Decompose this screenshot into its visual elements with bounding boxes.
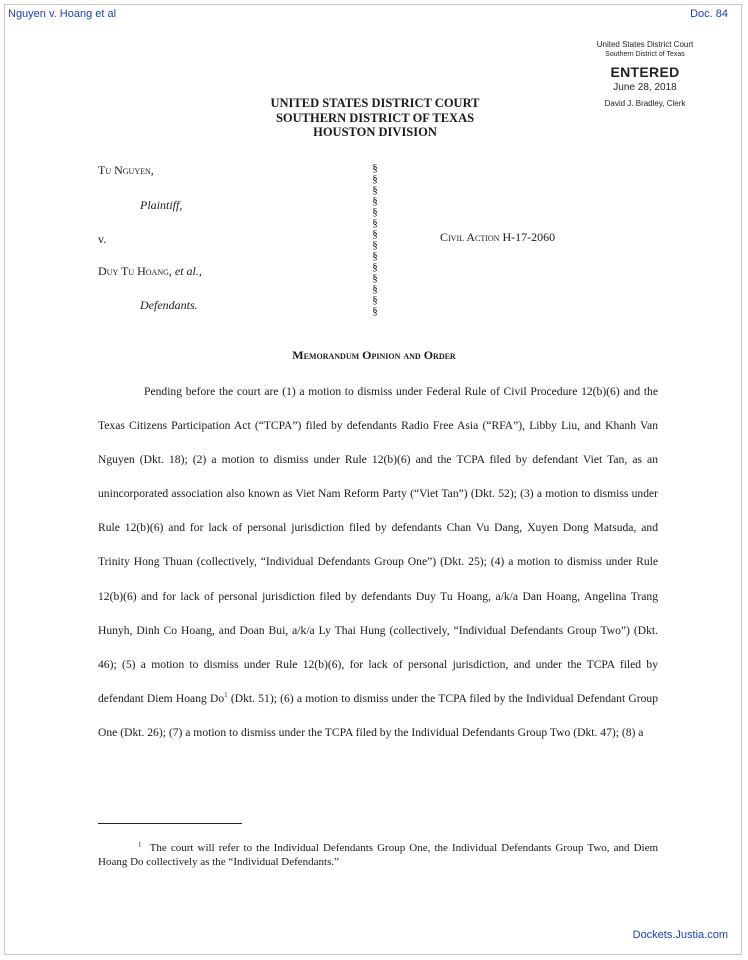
defendant-role: Defendants.	[140, 298, 198, 312]
section-mark: §	[372, 206, 378, 218]
section-mark: §	[372, 184, 378, 196]
footnote-text: The court will refer to the Individual Defendants Group One, the Individual Defendants Group Two, and Diem Hoang Do collectively as the “Individual Defendants.”	[98, 842, 659, 868]
justia-link[interactable]: Dockets.Justia.com	[632, 929, 728, 941]
opinion-body	[98, 375, 658, 750]
court-district: SOUTHERN DISTRICT OF TEXAS	[275, 110, 475, 125]
section-mark: §	[372, 294, 378, 306]
stamp-status: ENTERED	[610, 64, 680, 80]
stamp-clerk: David J. Bradley, Clerk	[604, 99, 686, 108]
body-paragraph	[98, 375, 658, 750]
entered-stamp	[570, 40, 720, 108]
footnote	[98, 841, 658, 869]
document-title: Memorandum Opinion and Order	[292, 348, 456, 362]
section-mark: §	[372, 239, 378, 251]
court-header	[200, 96, 550, 140]
stamp-district: Southern District of Texas	[605, 51, 685, 58]
paragraph-main: Pending before the court are (1) a motion to dismiss under Federal Rule of Civil Procedure 12(b)(6) and the Texas Citizens Participation Act (“TCPA”) filed by defendants Radio Free Asia (“RFA”), Libby Liu, and Khanh Van Nguyen (Dkt. 18); (2) a motion to dismiss under Rule 12(b)(6) and the TCPA filed by defendant Viet Tan, as an unincorporated association also known as Viet Nam Reform Party (“Viet Tan”) (Dkt. 52); (3) a motion to dismiss under Rule 12(b)(6) and for lack of personal jurisdiction filed by defendants Chan Vu Dang, Xuyen Dong Matsuda, and Trinity Hong Thuan (collectively, “Individual Defendants Group One”) (Dkt. 25); (4) a motion to dismiss under Rule 12(b)(6) and for lack of personal jurisdiction filed by defendants Duy Tu Hoang, a/k/a Dan Hoang, Angelina Trang Hunyh, Dinh Co Hoang, and Doan Bui, a/k/a Ly Thai Hung (collectively, “Individual Defendants Group Two”) (Dkt. 46); (5) a motion to dismiss under Rule 12(b)(6), for lack of personal jurisdiction, and under the TCPA filed by defendant Diem Hoang Do	[98, 385, 658, 705]
doc-number-link[interactable]: Doc. 84	[690, 8, 728, 20]
section-column	[370, 163, 380, 317]
footnote-divider	[98, 823, 242, 824]
court-name: UNITED STATES DISTRICT COURT	[270, 96, 480, 110]
stamp-court: United States District Court	[596, 40, 694, 49]
plaintiff-name: Tu Nguyen,	[98, 163, 154, 177]
section-mark: §	[372, 261, 378, 273]
court-division: HOUSTON DIVISION	[313, 125, 437, 139]
section-mark: §	[372, 217, 378, 229]
case-title-link[interactable]: Nguyen v. Hoang et al	[8, 8, 117, 20]
section-mark: §	[372, 250, 378, 262]
section-mark: §	[372, 305, 378, 317]
section-mark: §	[372, 173, 378, 185]
defendant-name: Duy Tu Hoang,	[98, 264, 172, 278]
versus: v.	[98, 232, 107, 246]
section-mark: §	[372, 195, 378, 207]
footnote-number: 1	[138, 840, 142, 849]
civil-action-number: Civil Action H-17-2060	[440, 230, 556, 244]
defendant-line	[98, 264, 202, 279]
section-mark: §	[372, 228, 378, 240]
section-mark: §	[372, 162, 378, 174]
footnote-reference[interactable]: 1	[224, 690, 228, 699]
section-mark: §	[372, 283, 378, 295]
plaintiff-role: Plaintiff,	[140, 198, 183, 212]
stamp-date: June 28, 2018	[613, 82, 677, 93]
defendant-suffix: et al.,	[171, 264, 202, 278]
paragraph-tail: (Dkt. 51); (6) a motion to dismiss under the TCPA filed by the Individual Defendant Group One (Dkt. 26); (7) a motion to dismiss under the TCPA filed by the Individual Defendants Group Two (Dkt. 47); (8) a	[98, 691, 658, 739]
section-mark: §	[372, 272, 378, 284]
